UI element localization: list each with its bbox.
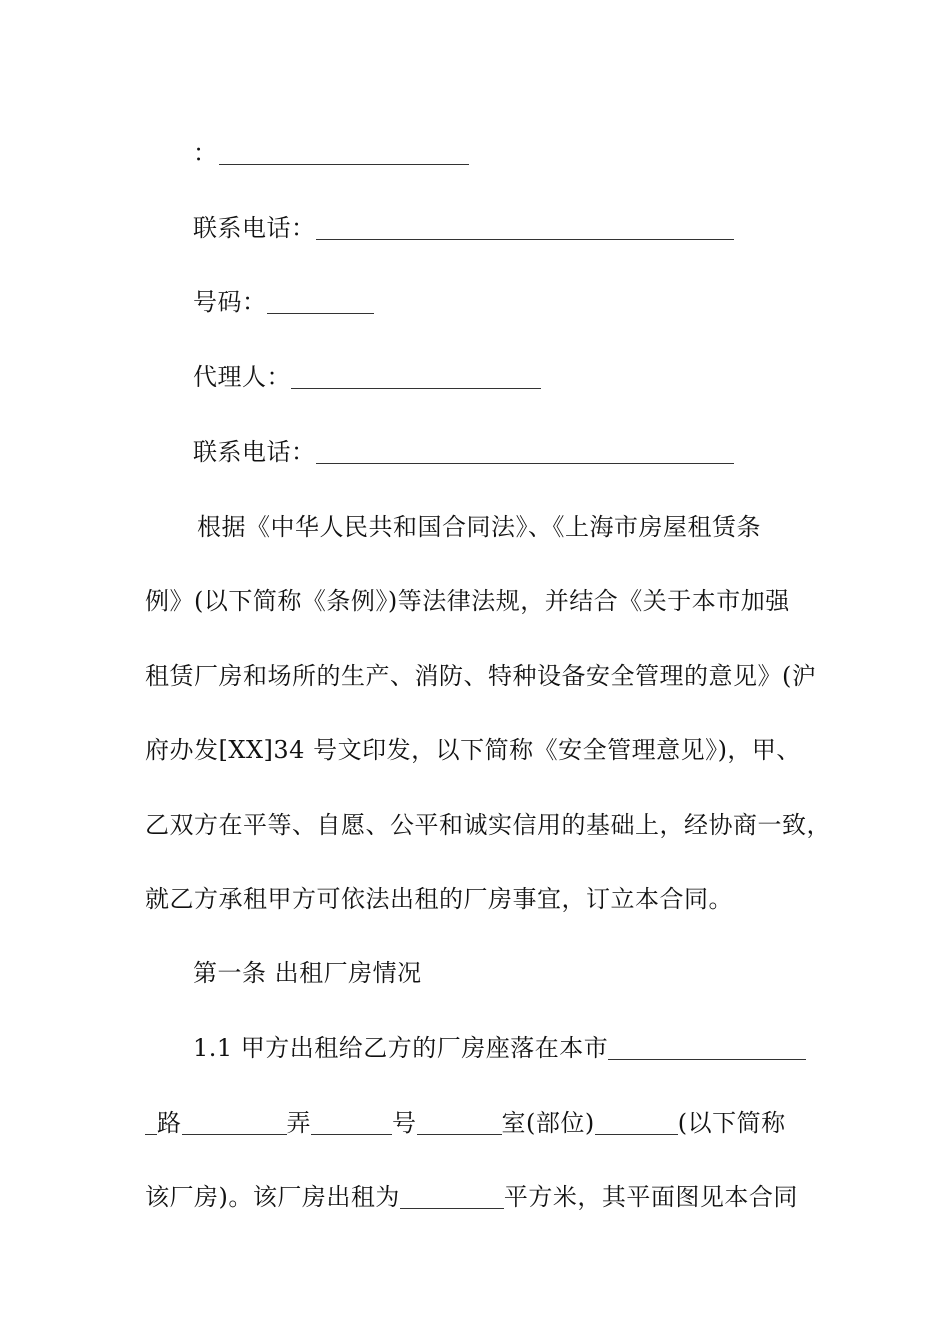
road-prefix-blank[interactable]: [145, 1108, 157, 1135]
name-field-row: [193, 135, 873, 171]
room-blank[interactable]: [595, 1108, 678, 1135]
clause-1-1-text: 1.1 甲方出租给乙方的厂房座落在本市: [193, 1034, 609, 1062]
phone-field-row-1: [193, 210, 873, 246]
field-colon: ：: [193, 139, 218, 167]
number-blank[interactable]: [417, 1108, 502, 1135]
lane-blank[interactable]: [311, 1108, 392, 1135]
preamble-line-5: 乙双方在平等、自愿、公平和诚实信用的基础上，经协商一致，: [145, 811, 831, 839]
number-label: 号: [392, 1109, 417, 1137]
preamble-line-1: 根据《中华人民共和国合同法》、《上海市房屋租赁条: [197, 513, 761, 541]
preamble-line-6: 就乙方承租甲方可依法出租的厂房事宜，订立本合同。: [145, 885, 733, 913]
preamble-line-2: 例》(以下简称《条例》)等法律法规，并结合《关于本市加强: [145, 587, 790, 615]
room-label: 室(部位): [501, 1109, 595, 1137]
preamble-line-4: 府办发[XX]34 号文印发，以下简称《安全管理意见》)，甲、: [145, 736, 801, 764]
clause-1-1-line-2: [145, 1105, 825, 1141]
area-blank[interactable]: [400, 1182, 504, 1209]
id-number-blank[interactable]: [267, 287, 374, 314]
clause-line-3-tail: 平方米，其平面图见本合同: [503, 1183, 798, 1211]
phone-label-2: 联系电话：: [193, 438, 316, 466]
city-district-blank[interactable]: [608, 1033, 806, 1060]
id-number-label: 号码：: [193, 288, 267, 316]
lane-label: 弄: [286, 1109, 311, 1137]
phone-blank-2[interactable]: [316, 437, 734, 464]
preamble-line-3: 租赁厂房和场所的生产、消防、特种设备安全管理的意见》(沪: [145, 662, 817, 690]
clause-1-1-line-1: [193, 1030, 873, 1066]
id-number-field-row: [193, 284, 873, 320]
clause-1-1-line-3: [145, 1179, 825, 1215]
agent-label: 代理人：: [193, 363, 291, 391]
phone-label-1: 联系电话：: [193, 214, 316, 242]
clause-line-3-head: 该厂房)。该厂房出租为: [145, 1183, 400, 1211]
agent-field-row: [193, 359, 873, 395]
article-1-heading: 第一条 出租厂房情况: [193, 959, 422, 987]
phone-field-row-2: [193, 434, 873, 470]
clause-line-2-tail: (以下简称: [677, 1109, 786, 1137]
road-label: 路: [157, 1109, 182, 1137]
phone-blank-1[interactable]: [316, 213, 734, 240]
agent-blank[interactable]: [291, 362, 541, 389]
road-blank[interactable]: [182, 1108, 287, 1135]
name-blank[interactable]: [219, 138, 469, 165]
